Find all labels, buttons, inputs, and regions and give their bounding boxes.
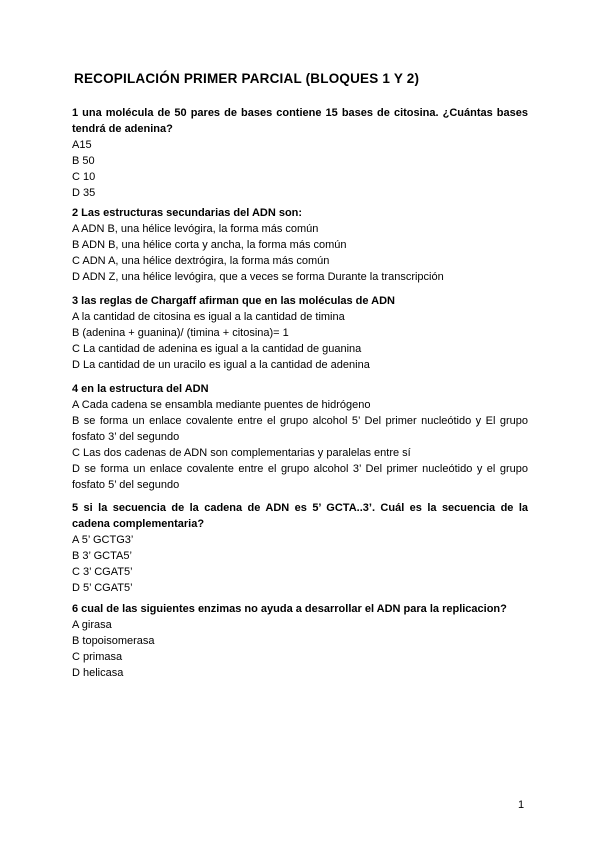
option-c: C ADN A, una hélice dextrógira, la forma más común (72, 255, 330, 267)
option-a: A15 (72, 139, 92, 151)
document-title: RECOPILACIÓN PRIMER PARCIAL (BLOQUES 1 Y 2) (74, 71, 420, 86)
option-d: D helicasa (72, 667, 124, 679)
question-text: 4 en la estructura del ADN (72, 383, 209, 395)
option-list (72, 309, 528, 373)
option-a: A Cada cadena se ensambla mediante puentes de hidrógeno (72, 399, 371, 411)
option-list (72, 137, 528, 201)
option-a: A 5’ GCTG3’ (72, 534, 134, 546)
option-b: B (adenina + guanina)/ (timina + citosina)= 1 (72, 327, 289, 339)
question-text: 6 cual de las siguientes enzimas no ayuda a desarrollar el ADN para la replicacion? (72, 603, 507, 615)
option-d: D La cantidad de un uracilo es igual a la cantidad de adenina (72, 359, 370, 371)
option-a: A girasa (72, 619, 112, 631)
option-d: D 5’ CGAT5’ (72, 582, 133, 594)
option-a: A la cantidad de citosina es igual a la cantidad de timina (72, 311, 345, 323)
question-4 (72, 381, 528, 493)
option-list (72, 397, 528, 493)
option-c: C La cantidad de adenina es igual a la cantidad de guanina (72, 343, 362, 355)
option-b: B ADN B, una hélice corta y ancha, la forma más común (72, 239, 347, 251)
question-text: 3 las reglas de Chargaff afirman que en las moléculas de ADN (72, 295, 395, 307)
question-5 (72, 500, 528, 596)
option-list (72, 532, 528, 596)
question-text: 5 si la secuencia de la cadena de ADN es 5’ GCTA..3’. Cuál es la secuencia de la cadena complementaria? (72, 502, 528, 530)
option-list (72, 617, 528, 681)
option-c: C 3’ CGAT5’ (72, 566, 133, 578)
option-b: B 3’ GCTA5’ (72, 550, 132, 562)
option-d: D 35 (72, 187, 96, 199)
question-text: 2 Las estructuras secundarias del ADN son: (72, 207, 303, 219)
question-2 (72, 205, 528, 285)
page-number: 1 (518, 799, 525, 811)
option-d: D ADN Z, una hélice levógira, que a veces se forma Durante la transcripción (72, 271, 444, 283)
option-a: A ADN B, una hélice levógira, la forma más común (72, 223, 319, 235)
option-c: C primasa (72, 651, 123, 663)
option-b: B 50 (72, 155, 95, 167)
question-3 (72, 293, 528, 373)
question-6 (72, 601, 528, 681)
option-c: C 10 (72, 171, 96, 183)
option-list (72, 221, 528, 285)
option-c: C Las dos cadenas de ADN son complementarias y paralelas entre sí (72, 447, 411, 459)
option-d: D se forma un enlace covalente entre el grupo alcohol 3’ Del primer nucleótido y el grupo fosfato 5’ del segundo (72, 463, 528, 491)
option-b: B topoisomerasa (72, 635, 155, 647)
option-b: B se forma un enlace covalente entre el grupo alcohol 5’ Del primer nucleótido y El grupo fosfato 3’ del segundo (72, 415, 528, 443)
question-text: 1 una molécula de 50 pares de bases contiene 15 bases de citosina. ¿Cuántas bases tendrá de adenina? (72, 107, 528, 135)
question-1 (72, 105, 528, 201)
